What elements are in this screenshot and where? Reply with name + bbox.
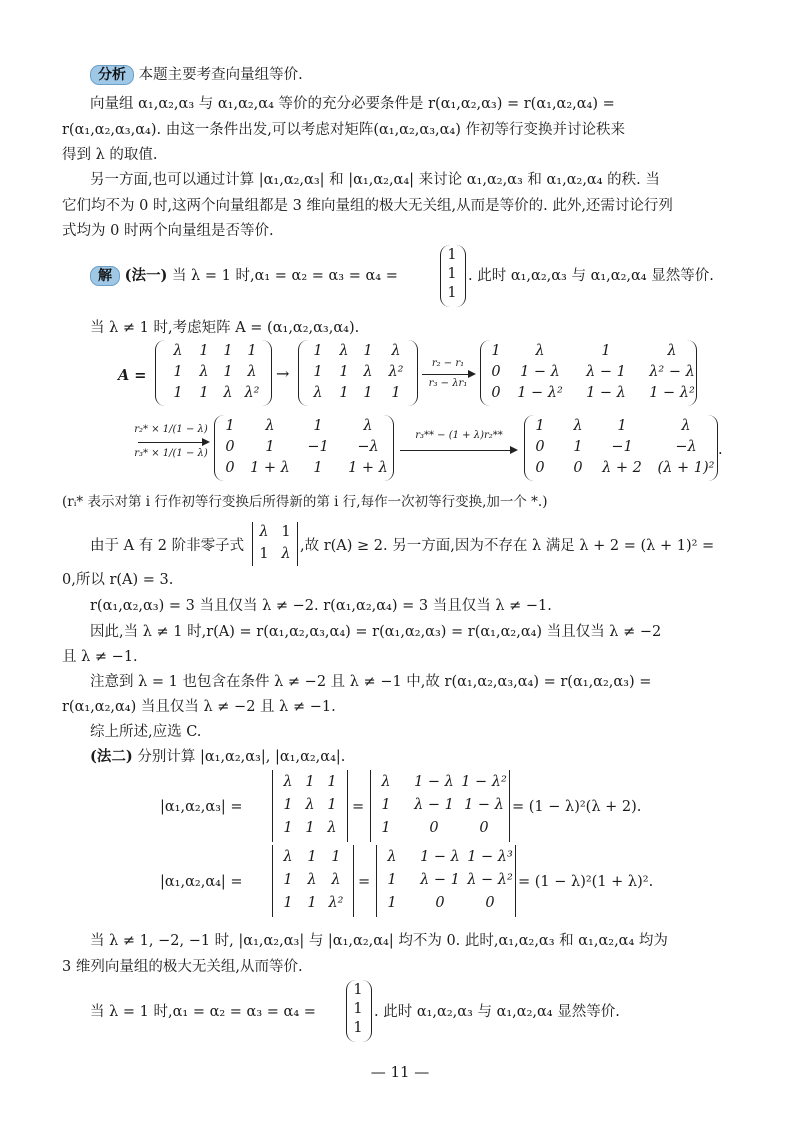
page-number: — 11 — <box>370 1063 430 1081</box>
note: (rᵢ* 表示对第 i 行作初等行变换后所得新的第 i 行,每作一次初等行变换,加一个 *.) <box>62 494 548 510</box>
m2-cell-2-2: 1 <box>363 385 373 401</box>
m3-cell-2-2: 1 − λ <box>586 385 626 401</box>
m5-cell-1-2: −1 <box>611 439 633 455</box>
m1-cell-2-0: 1 <box>173 385 183 401</box>
m2-cell-1-3: λ² <box>388 364 404 380</box>
d2-label: |α₁,α₂,α₄| = <box>160 874 243 890</box>
method1-case: 当 λ ≠ 1 时,考虑矩阵 A = (α₁,α₂,α₃,α₄). <box>90 320 360 336</box>
d1a-cell-2-0: 1 <box>283 820 293 836</box>
row-op-2-bot: r₃* × 1/(1 − λ) <box>134 448 208 459</box>
p3b: 且 λ ≠ −1. <box>62 649 138 665</box>
analysis-line-4: 另一方面,也可以通过计算 |α₁,α₂,α₃| 和 |α₁,α₂,α₄| 来讨论 α₁,α₂,α₃ 和 α₁,α₂,α₄ 的秩. 当 <box>90 172 660 188</box>
d2b-cell-0-1: 1 − λ <box>420 849 460 865</box>
m5-cell-2-0: 0 <box>535 460 545 476</box>
m5-cell-2-2: λ + 2 <box>602 460 642 476</box>
m1-cell-1-3: λ <box>247 364 257 380</box>
m2-cell-2-1: 1 <box>339 385 349 401</box>
A-label: A = <box>118 367 147 384</box>
m5-cell-2-3: (λ + 1)² <box>657 460 715 476</box>
d1b-cell-1-1: λ − 1 <box>414 797 454 813</box>
analysis-line-2: r(α₁,α₂,α₃,α₄). 由这一条件出发,可以考虑对矩阵(α₁,α₂,α₃,α₄) 作初等行变换并讨论秩来 <box>62 122 625 138</box>
m2-cell-0-1: λ <box>339 343 349 359</box>
analysis-badge: 分析 <box>90 65 134 85</box>
d2a-cell-2-1: 1 <box>307 895 317 911</box>
m5-cell-0-1: λ <box>573 418 583 434</box>
d1a-cell-1-2: 1 <box>327 797 337 813</box>
method2-label: (法二) <box>90 748 133 765</box>
m1-cell-0-2: 1 <box>223 343 233 359</box>
arrow-simple: → <box>276 364 290 383</box>
m4-cell-1-1: 1 <box>265 439 275 455</box>
analysis-line-5: 它们均不为 0 时,这两个向量组都是 3 维向量组的极大无关组,从而是等价的. 此外,还需讨论行列 <box>62 198 673 214</box>
m2-cell-1-1: 1 <box>339 364 349 380</box>
ones-2-1: 1 <box>353 1001 363 1017</box>
analysis-line-3: 得到 λ 的取值. <box>62 147 158 163</box>
m5-cell-2-1: 0 <box>573 460 583 476</box>
m2-cell-0-3: λ <box>391 343 401 359</box>
m4-cell-0-2: 1 <box>313 418 323 434</box>
m3-cell-2-1: 1 − λ² <box>517 385 563 401</box>
row-op-2-top: r₂* × 1/(1 − λ) <box>134 424 208 435</box>
ones-1-0: 1 <box>447 247 457 263</box>
method1-label: (法一) <box>124 267 168 284</box>
p2: r(α₁,α₂,α₃) = 3 当且仅当 λ ≠ −2. r(α₁,α₂,α₄) = 3 当且仅当 λ ≠ −1. <box>90 598 552 614</box>
d1-label: |α₁,α₂,α₃| = <box>160 799 243 815</box>
d1b-cell-2-2: 0 <box>479 820 489 836</box>
ones-1-1: 1 <box>447 266 457 282</box>
method2-intro <box>90 747 345 767</box>
m1-cell-1-0: 1 <box>173 364 183 380</box>
period-mark: . <box>718 442 723 458</box>
analysis-line-6: 式均为 0 时两个向量组是否等价. <box>62 223 274 239</box>
p1c: 0,所以 r(A) = 3. <box>62 572 174 588</box>
p3a: 因此,当 λ ≠ 1 时,r(A) = r(α₁,α₂,α₃,α₄) = r(α₁,α₂,α₃) = r(α₁,α₂,α₄) 当且仅当 λ ≠ −2 <box>90 624 662 640</box>
d2a-cell-1-2: λ <box>331 872 341 888</box>
m5-cell-0-0: 1 <box>535 418 545 434</box>
d1b-cell-0-1: 1 − λ <box>414 774 454 790</box>
equals-2: = <box>358 874 371 890</box>
minor-1-1: λ <box>281 546 291 562</box>
m2-cell-1-0: 1 <box>313 364 323 380</box>
d2a-cell-0-2: 1 <box>331 849 341 865</box>
m4-cell-0-3: λ <box>363 418 373 434</box>
d1a-cell-0-0: λ <box>283 774 293 790</box>
d2a-cell-1-1: λ <box>307 872 317 888</box>
m3-cell-0-1: λ <box>535 343 545 359</box>
method1-intro <box>90 266 398 286</box>
m4-cell-2-3: 1 + λ <box>348 460 388 476</box>
c2: 当 λ = 1 时,α₁ = α₂ = α₃ = α₄ = <box>90 1004 316 1020</box>
m4-cell-1-0: 0 <box>225 439 235 455</box>
d2b-cell-2-2: 0 <box>485 895 495 911</box>
equals-1: = <box>352 799 365 815</box>
m2-cell-0-0: 1 <box>313 343 323 359</box>
m4-cell-1-3: −λ <box>357 439 379 455</box>
analysis-line-0: 本题主要考查向量组等价. <box>138 67 303 83</box>
m1-cell-0-3: 1 <box>247 343 257 359</box>
row-op-1-top: r₂ − r₁ <box>431 358 465 369</box>
solution-badge: 解 <box>90 266 120 286</box>
m1-cell-2-1: 1 <box>199 385 209 401</box>
d1a-cell-1-0: 1 <box>283 797 293 813</box>
m2-cell-2-3: 1 <box>391 385 401 401</box>
m4-cell-0-0: 1 <box>225 418 235 434</box>
d1a-cell-0-1: 1 <box>305 774 315 790</box>
m3-cell-2-3: 1 − λ² <box>649 385 695 401</box>
p5: 综上所述,应选 C. <box>90 724 202 740</box>
m3-cell-0-2: 1 <box>601 343 611 359</box>
m5-cell-0-3: λ <box>681 418 691 434</box>
d1a-cell-1-1: λ <box>305 797 315 813</box>
d1a-cell-0-2: 1 <box>327 774 337 790</box>
d1b-cell-1-2: 1 − λ <box>464 797 504 813</box>
p4b: r(α₁,α₂,α₄) 当且仅当 λ ≠ −2 且 λ ≠ −1. <box>62 699 336 715</box>
minor-0-1: 1 <box>281 524 291 540</box>
m1-cell-1-1: λ <box>199 364 209 380</box>
p1a: 由于 A 有 2 阶非零子式 <box>90 538 245 554</box>
m3-cell-0-3: λ <box>667 343 677 359</box>
analysis-line-1: 向量组 α₁,α₂,α₃ 与 α₁,α₂,α₄ 等价的充分必要条件是 r(α₁,α₂,α₃) = r(α₁,α₂,α₄) = <box>90 96 615 112</box>
d1b-cell-0-0: λ <box>381 774 391 790</box>
d2a-cell-1-0: 1 <box>283 872 293 888</box>
d1b-cell-0-2: 1 − λ² <box>461 774 507 790</box>
c1b: 3 维列向量组的极大无关组,从而等价. <box>62 959 303 975</box>
d2b-cell-1-2: λ − λ² <box>467 872 513 888</box>
d2b-cell-2-0: 1 <box>387 895 397 911</box>
row-op-arrow-3 <box>400 450 516 451</box>
m5-cell-1-3: −λ <box>675 439 697 455</box>
m4-cell-2-0: 0 <box>225 460 235 476</box>
row-op-arrow-2 <box>138 442 208 443</box>
ones-1-2: 1 <box>447 285 457 301</box>
analysis-heading <box>90 65 303 85</box>
d1b-cell-1-0: 1 <box>381 797 391 813</box>
m1-cell-0-0: λ <box>173 343 183 359</box>
d2b-cell-2-1: 0 <box>435 895 445 911</box>
method1-intro-text: 当 λ = 1 时,α₁ = α₂ = α₃ = α₄ = <box>171 268 398 284</box>
m1-cell-2-3: λ² <box>244 385 260 401</box>
method1-intro-after: . 此时 α₁,α₂,α₃ 与 α₁,α₂,α₄ 显然等价. <box>468 268 714 284</box>
m4-cell-0-1: λ <box>265 418 275 434</box>
d2a-cell-2-2: λ² <box>328 895 344 911</box>
m5-cell-0-2: 1 <box>617 418 627 434</box>
ones-2-0: 1 <box>353 982 363 998</box>
ones-2-2: 1 <box>353 1020 363 1036</box>
d2-result: = (1 − λ)²(1 + λ)². <box>518 874 654 890</box>
d2b-cell-1-1: λ − 1 <box>420 872 460 888</box>
m3-cell-0-0: 1 <box>491 343 501 359</box>
m3-cell-1-0: 0 <box>491 364 501 380</box>
m3-cell-2-0: 0 <box>491 385 501 401</box>
m5-cell-1-0: 0 <box>535 439 545 455</box>
minor-1-0: 1 <box>259 546 269 562</box>
m3-cell-1-3: λ² − λ <box>649 364 695 380</box>
m1-cell-0-1: 1 <box>199 343 209 359</box>
d1a-cell-2-1: 1 <box>305 820 315 836</box>
p1b: ,故 r(A) ≥ 2. 另一方面,因为不存在 λ 满足 λ + 2 = (λ + 1)² = <box>300 538 715 554</box>
m3-cell-1-2: λ − 1 <box>586 364 626 380</box>
m2-cell-1-2: λ <box>363 364 373 380</box>
m4-cell-2-1: 1 + λ <box>250 460 290 476</box>
row-op-1-bot: r₃ − λr₁ <box>428 378 468 389</box>
p4a: 注意到 λ = 1 也包含在条件 λ ≠ −2 且 λ ≠ −1 中,故 r(α₁,α₂,α₃,α₄) = r(α₁,α₂,α₃) = <box>90 674 652 690</box>
method2-intro-text: 分别计算 |α₁,α₂,α₃|, |α₁,α₂,α₄|. <box>137 749 346 765</box>
m3-cell-1-1: 1 − λ <box>520 364 560 380</box>
m1-cell-2-2: λ <box>223 385 233 401</box>
d1b-cell-2-0: 1 <box>381 820 391 836</box>
m5-cell-1-1: 1 <box>573 439 583 455</box>
d1a-cell-2-2: λ <box>327 820 337 836</box>
d2b-cell-0-2: 1 − λ³ <box>467 849 513 865</box>
c1a: 当 λ ≠ 1, −2, −1 时, |α₁,α₂,α₃| 与 |α₁,α₂,α₄| 均不为 0. 此时,α₁,α₂,α₃ 和 α₁,α₂,α₄ 均为 <box>90 933 668 949</box>
d2b-cell-1-0: 1 <box>387 872 397 888</box>
m4-cell-2-2: 1 <box>313 460 323 476</box>
c2-after: . 此时 α₁,α₂,α₃ 与 α₁,α₂,α₄ 显然等价. <box>374 1004 620 1020</box>
d2a-cell-0-1: 1 <box>307 849 317 865</box>
minor-0-0: λ <box>259 524 269 540</box>
d1b-cell-2-1: 0 <box>429 820 439 836</box>
row-op-3-top: r₃** − (1 + λ)r₂** <box>415 430 503 441</box>
m2-cell-2-0: λ <box>313 385 323 401</box>
m4-cell-1-2: −1 <box>307 439 329 455</box>
m2-cell-0-2: 1 <box>363 343 373 359</box>
d2b-cell-0-0: λ <box>387 849 397 865</box>
m1-cell-1-2: 1 <box>223 364 233 380</box>
d1-result: = (1 − λ)²(λ + 2). <box>512 799 642 815</box>
d2a-cell-2-0: 1 <box>283 895 293 911</box>
d2a-cell-0-0: λ <box>283 849 293 865</box>
